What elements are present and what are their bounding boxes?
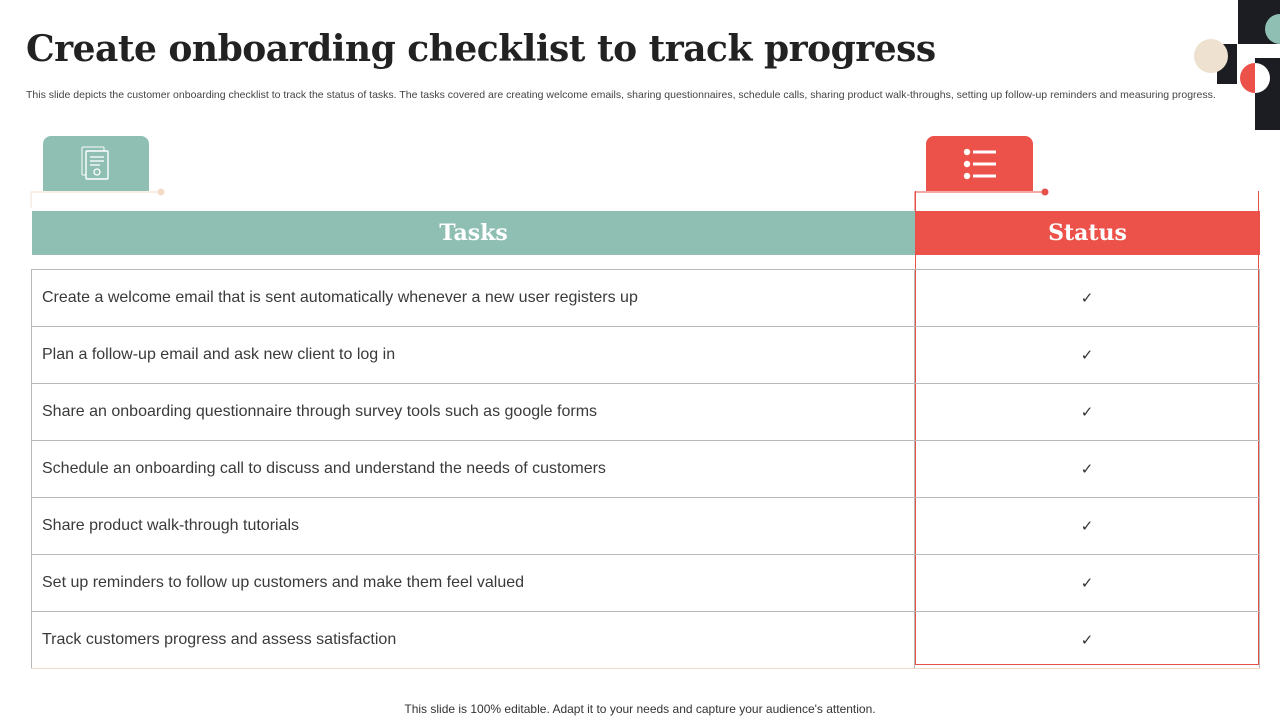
task-cell: Schedule an onboarding call to discuss and understand the needs of customers <box>31 441 915 497</box>
task-cell: Plan a follow-up email and ask new client to log in <box>31 327 915 383</box>
status-connector <box>913 188 1053 212</box>
task-cell: Create a welcome email that is sent automatically whenever a new user registers up <box>31 270 915 326</box>
checklist-icon <box>962 147 998 181</box>
table-row <box>31 441 1260 498</box>
tasks-icon-tab <box>43 136 149 191</box>
task-cell: Share an onboarding questionnaire through survey tools such as google forms <box>31 384 915 440</box>
checklist-table <box>31 269 1260 669</box>
status-check: ✓ <box>915 384 1260 440</box>
status-check: ✓ <box>915 498 1260 554</box>
footer-note: This slide is 100% editable. Adapt it to your needs and capture your audience's attention. <box>404 702 876 716</box>
table-row <box>31 270 1260 327</box>
task-cell: Set up reminders to follow up customers and make them feel valued <box>31 555 915 611</box>
status-icon-tab <box>926 136 1033 191</box>
table-row <box>31 327 1260 384</box>
status-check: ✓ <box>915 555 1260 611</box>
task-cell: Track customers progress and assess satisfaction <box>31 612 915 668</box>
status-check: ✓ <box>915 270 1260 326</box>
status-column-header: Status <box>915 211 1260 255</box>
document-stack-icon <box>81 146 111 182</box>
decorative-shapes <box>1190 0 1280 132</box>
table-row <box>31 612 1260 669</box>
tasks-connector <box>30 188 170 208</box>
table-row <box>31 555 1260 612</box>
page-description: This slide depicts the customer onboarding checklist to track the status of tasks. The tasks covered are creating welcome emails, sharing questionnaires, schedule calls, sharing product walk-throughs, setting up follow-up reminders and measuring progress. <box>26 89 1216 101</box>
page-title: Create onboarding checklist to track progress <box>26 28 936 70</box>
status-check: ✓ <box>915 612 1260 668</box>
table-row <box>31 384 1260 441</box>
status-check: ✓ <box>915 441 1260 497</box>
tasks-column-header: Tasks <box>32 211 915 255</box>
task-cell: Share product walk-through tutorials <box>31 498 915 554</box>
status-check: ✓ <box>915 327 1260 383</box>
table-row <box>31 498 1260 555</box>
